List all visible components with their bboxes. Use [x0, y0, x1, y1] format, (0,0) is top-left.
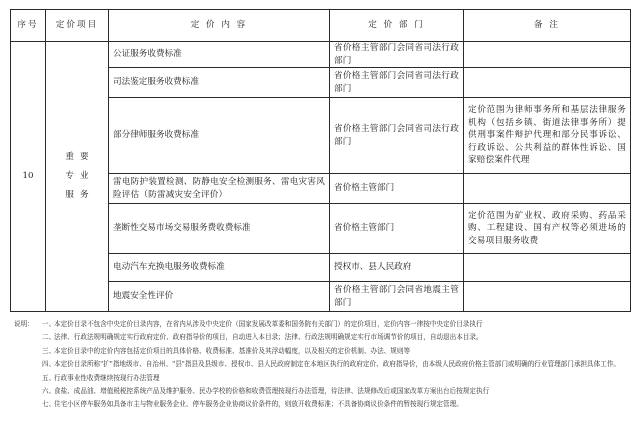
note-text: 法律、行政法规明确规定实行政府定价、政府指导价的项目，自动进入本目录；法律、行政法规明确规定实行市场调节价的项目，自动退出本目录。 [54, 333, 483, 342]
header-remark: 备 注 [464, 10, 631, 42]
row-dept: 省价格主管部门会同省司法行政部门 [330, 42, 464, 68]
note-text: 行政事业性收费继续按现行办法管理 [54, 373, 160, 382]
row-content: 公证服务收费标准 [109, 42, 330, 68]
row-remark [464, 254, 631, 282]
note-number: 五、 [42, 373, 56, 382]
row-content: 司法鉴定服务收费标准 [109, 68, 330, 98]
row-remark [464, 174, 631, 204]
note-number: 四、 [42, 360, 56, 369]
note-text: 本定价目录中的定价内容包括定价项目的具体价格、收费标准、基准价及其浮动幅度，以及相关的定价机制、办法、规则等 [54, 346, 411, 355]
category-char: 专 [65, 171, 74, 181]
category-char: 要 [80, 152, 89, 162]
row-dept: 省价格主管部门 [330, 204, 464, 254]
row-content: 垄断性交易市场交易服务费收费标准 [109, 204, 330, 254]
row-dept: 省价格主管部门会同省司法行政部门 [330, 68, 464, 98]
note-item [14, 345, 632, 358]
category-char: 服 [65, 190, 74, 200]
note-number: 七、 [42, 400, 56, 409]
header-seq: 序号 [11, 10, 46, 42]
note-text: 本定价目录不包含中央定价目录内容，在省内从涉及中央定价（国家发展改革委和国务院有关部门）的定价项目，定价内容一律按中央定价目录执行 [54, 320, 483, 328]
note-item [14, 398, 632, 411]
note-item [14, 372, 632, 385]
note-number: 一、 [42, 320, 56, 328]
row-remark [464, 282, 631, 312]
note-text: 本定价目录所称"扩"指地级市、自治州、"县"指县及县级市、授权市、县人民政府制定在本地区执行的政府定价、政府指导价，由本级人民政府价格主管部门或明确的行业管理部门承担具体工作。 [54, 360, 621, 369]
row-dept: 省价格主管部门会同省地震主管部门 [330, 282, 464, 312]
row-dept: 省价格主管部门会同省司法行政部门 [330, 98, 464, 174]
row-content: 雷电防护装置检测、防静电安全检测服务、雷电灾害风险评估（防雷减灾安全评价） [109, 174, 330, 204]
category-char: 业 [80, 171, 89, 181]
table-row [11, 42, 631, 68]
row-remark: 定价范围为矿业权、政府采购、药品采购、工程建设、国有产权等必须进场的交易项目服务收费 [464, 204, 631, 254]
row-content: 电动汽车充换电服务收费标准 [109, 254, 330, 282]
note-item [14, 331, 632, 344]
table-header-row [11, 10, 631, 42]
note-item [14, 358, 632, 371]
pricing-catalog-table [10, 9, 631, 312]
row-dept: 授权市、县人民政府 [330, 254, 464, 282]
group-seq: 10 [11, 42, 46, 312]
row-remark: 定价范围为律师事务所和基层法律服务机构（包括乡镇、街道法律事务所）提供刑事案件辩护代理和部分民事诉讼、行政诉讼、公共利益的群体性诉讼、国家赔偿案件代理 [464, 98, 631, 174]
notes-lead: 说明： [14, 320, 34, 328]
note-number: 二、 [42, 333, 56, 342]
row-remark [464, 68, 631, 98]
note-text: 食盐、成品油、增值税税控系统产品及维护服务、民办学校的价格和收费管理按现行办法管理，待法律、法规修改后或国家改革方案出台后按规定执行 [54, 387, 490, 396]
note-text: 住宅小区停车服务如具备市主与物业服务企业、停车服务企业协商议价条件的，则放开收费标准；不具备协商议价条件的暂按现行规定管理。 [54, 400, 463, 409]
category-char: 重 [65, 152, 74, 162]
notes-section [14, 318, 632, 412]
note-number: 三、 [42, 346, 56, 355]
note-item [14, 385, 632, 398]
header-content: 定 价 内 容 [109, 10, 330, 42]
row-content: 部分律师服务收费标准 [109, 98, 330, 174]
header-dept: 定 价 部 门 [330, 10, 464, 42]
row-content: 地震安全性评价 [109, 282, 330, 312]
note-item [14, 318, 632, 331]
group-category [46, 42, 109, 312]
note-number: 六、 [42, 387, 56, 396]
category-char: 务 [80, 190, 89, 200]
row-dept: 省价格主管部门 [330, 174, 464, 204]
header-project: 定价项目 [46, 10, 109, 42]
row-remark [464, 42, 631, 68]
